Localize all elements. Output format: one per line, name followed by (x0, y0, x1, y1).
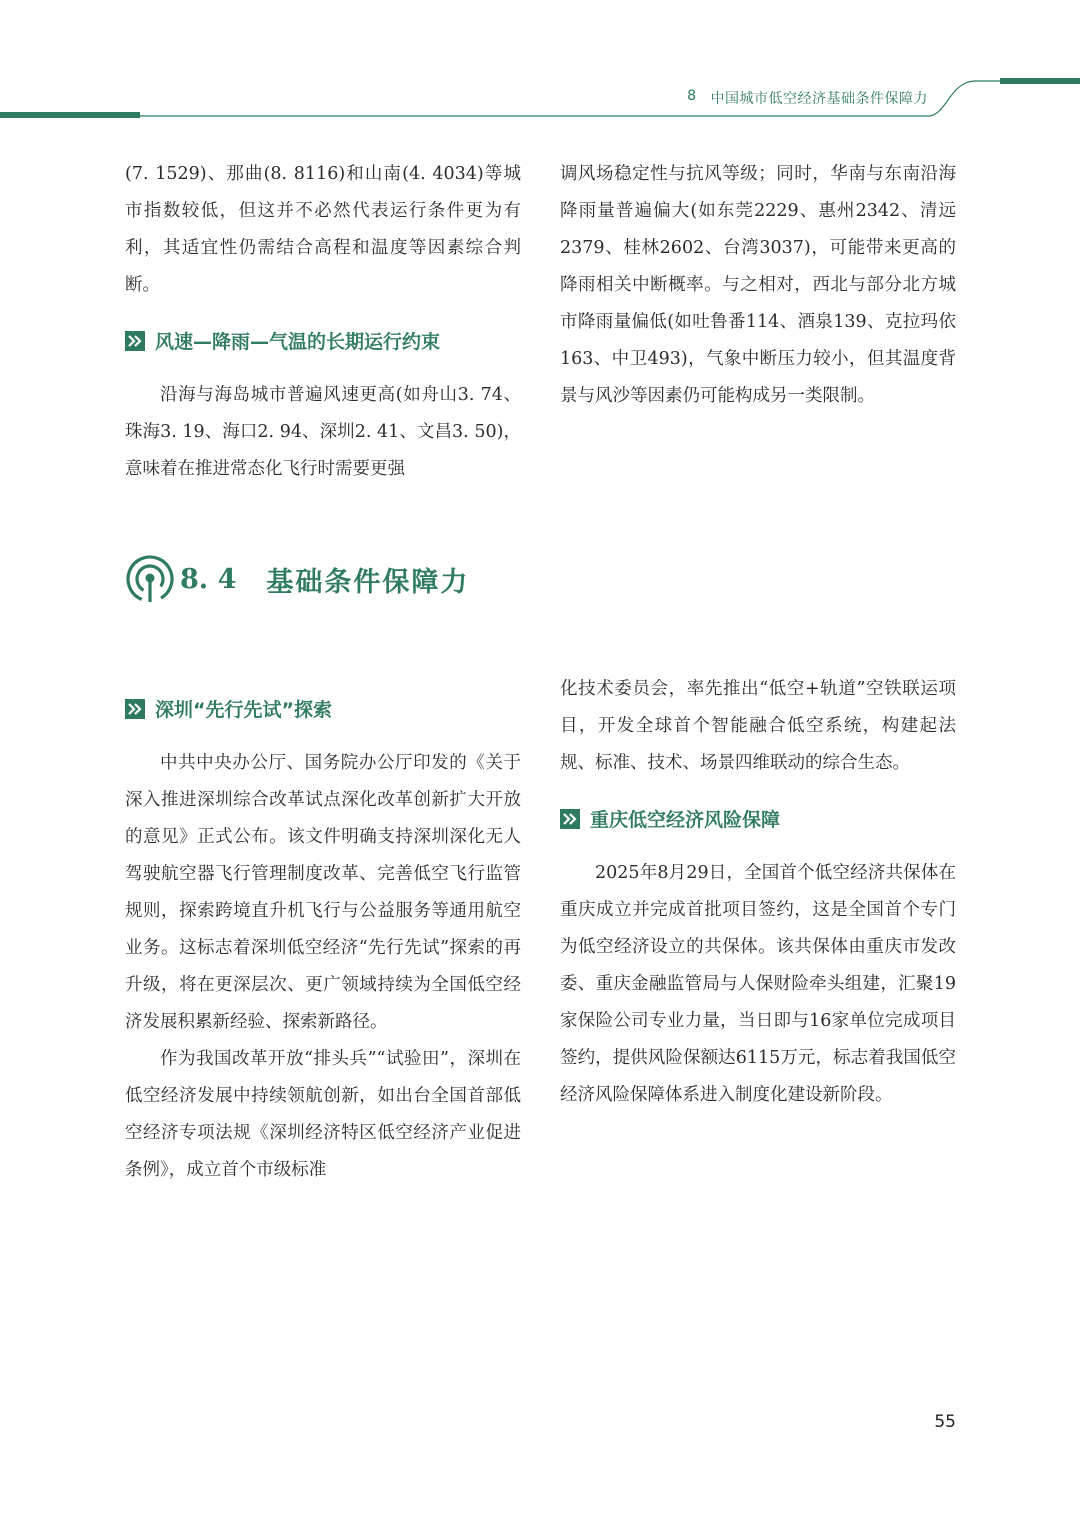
subheading-text: 风速—降雨—气温的长期运行约束 (155, 331, 441, 353)
bottom-right-column (560, 671, 956, 1114)
subheading (560, 800, 956, 837)
subheading-text: 深圳“先行先试”探索 (155, 699, 332, 721)
paragraph: 调风场稳定性与抗风等级；同时，华南与东南沿海降雨量普遍偏大(如东莞2229、惠州2342、清远2379、桂林2602、台湾3037)，可能带来更高的降雨相关中断概率。与之相对，西北与部分北方城市降雨量偏低(如吐鲁番114、酒泉139、克拉玛依163、中卫493)，气象中断压力较小，但其温度背景与风沙等因素仍可能构成另一类限制。 (560, 164, 956, 406)
section-number: 8. 4 (180, 563, 237, 595)
double-chevron-icon (560, 809, 580, 829)
page-number: 55 (934, 1412, 956, 1432)
header-rule (0, 0, 1080, 130)
paragraph: 沿海与海岛城市普遍风速更高(如舟山3. 74、珠海3. 19、海口2. 94、深圳2. 41、文昌3. 50)，意味着在推进常态化飞行时需要更强 (125, 385, 521, 479)
paragraph: 中共中央办公厅、国务院办公厅印发的《关于深入推进深圳综合改革试点深化改革创新扩大开放的意见》正式公布。该文件明确支持深圳深化无人驾驶航空器飞行管理制度改革、完善低空飞行监管规则，探索跨境直升机飞行与公益服务等通用航空业务。这标志着深圳低空经济“先行先试”探索的再升级，将在更深层次、更广领域持续为全国低空经济发展积累新经验、探索新路径。 (125, 753, 521, 1032)
section-heading (124, 553, 469, 605)
subheading-text: 重庆低空经济风险保障 (590, 809, 781, 831)
bottom-left-column (125, 690, 521, 1189)
double-chevron-icon (125, 331, 145, 351)
top-left-column (125, 156, 521, 488)
paragraph: 作为我国改革开放“排头兵”“试验田”，深圳在低空经济发展中持续领航创新，如出台全国首部低空经济专项法规《深圳经济特区低空经济产业促进条例》，成立首个市级标准 (125, 1049, 521, 1180)
paragraph: 2025年8月29日，全国首个低空经济共保体在重庆成立并完成首批项目签约，这是全国首个专门为低空经济设立的共保体。该共保体由重庆市发改委、重庆金融监管局与人保财险牵头组建，汇聚19家保险公司专业力量，当日即与16家单位完成项目签约，提供风险保额达6115万元，标志着我国低空经济风险保障体系进入制度化建设新阶段。 (560, 863, 956, 1105)
double-chevron-icon (125, 699, 145, 719)
signal-icon (124, 553, 176, 605)
top-right-column (560, 156, 956, 415)
section-title: 基础条件保障力 (266, 566, 470, 598)
subheading (125, 322, 521, 359)
paragraph: (7. 1529)、那曲(8. 8116)和山南(4. 4034)等城市指数较低，但这并不必然代表运行条件更为有利，其适宜性仍需结合高程和温度等因素综合判断。 (125, 164, 521, 295)
chapter-header (687, 88, 928, 108)
paragraph: 化技术委员会，率先推出“低空+轨道”空铁联运项目，开发全球首个智能融合低空系统，构建起法规、标准、技术、场景四维联动的综合生态。 (560, 679, 956, 773)
subheading (125, 690, 521, 727)
chapter-title: 中国城市低空经济基础条件保障力 (710, 91, 928, 107)
chapter-number: 8 (687, 88, 697, 104)
